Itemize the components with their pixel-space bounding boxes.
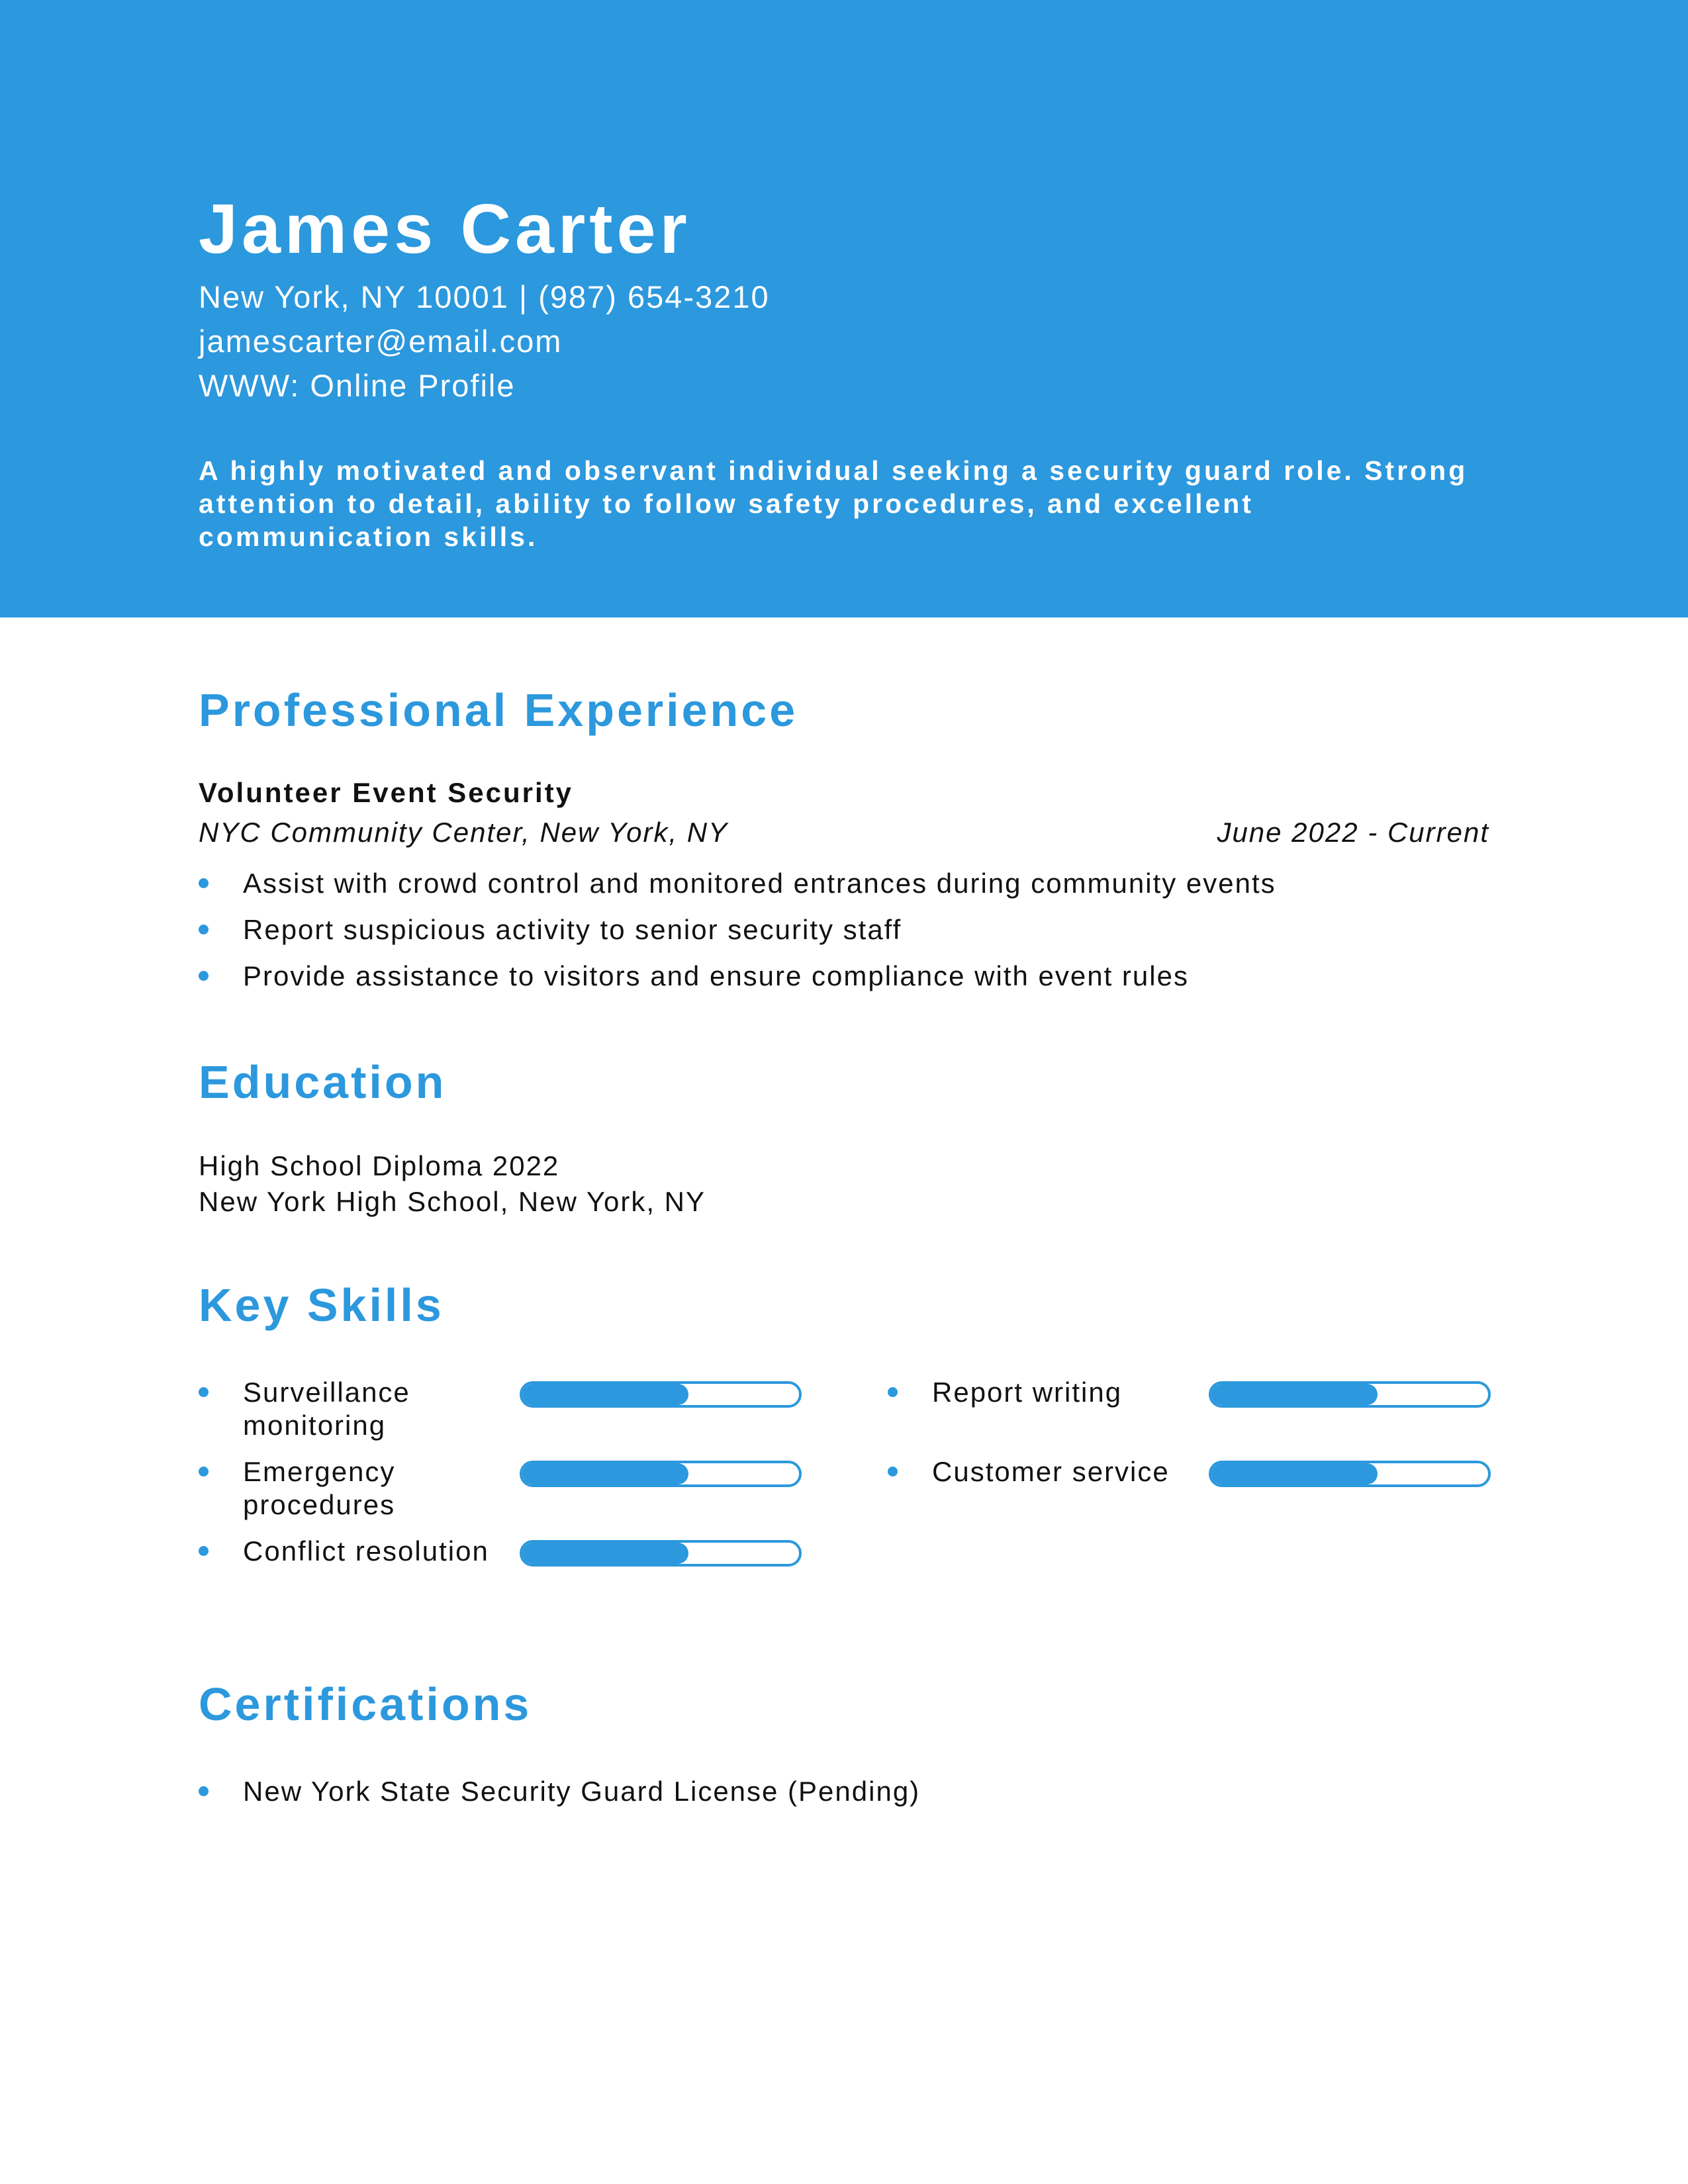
skill-level-fill	[1211, 1384, 1378, 1405]
bullet-icon	[199, 878, 209, 888]
job-dates: June 2022 - Current	[1217, 817, 1489, 848]
bullet-icon	[199, 1387, 209, 1397]
certification-text: New York State Security Guard License (Pending)	[243, 1776, 921, 1807]
skill-label: Conflict resolution	[243, 1535, 489, 1567]
website-link[interactable]: WWW: Online Profile	[199, 368, 516, 403]
skill-label: Customer service	[932, 1456, 1170, 1487]
skill-level-fill	[522, 1384, 688, 1405]
job-title: Volunteer Event Security	[199, 777, 574, 808]
candidate-name: James Carter	[199, 190, 691, 268]
section-title-certifications: Certifications	[199, 1678, 532, 1730]
location-phone: New York, NY 10001 | (987) 654-3210	[199, 279, 770, 314]
education-degree: High School Diploma 2022	[199, 1150, 560, 1181]
bullet-icon	[199, 971, 209, 981]
education-school: New York High School, New York, NY	[199, 1186, 706, 1217]
skill-level-fill	[522, 1543, 688, 1564]
skill-level-bar	[520, 1381, 802, 1408]
bullet-icon	[199, 925, 209, 934]
experience-bullet-text: Report suspicious activity to senior security staff	[243, 914, 902, 945]
summary: A highly motivated and observant individual seeking a security guard role. Strong attention to detail, ability to follow safety procedures, and excellent communication skills.	[199, 455, 1468, 552]
section-title-skills: Key Skills	[199, 1279, 444, 1331]
experience-bullet-text: Assist with crowd control and monitored entrances during community events	[243, 868, 1276, 899]
bullet-icon	[888, 1467, 898, 1477]
skill-level-bar	[1209, 1461, 1491, 1487]
bullet-icon	[199, 1786, 209, 1796]
bullet-icon	[199, 1546, 209, 1556]
header-banner	[0, 0, 1688, 617]
job-organization: NYC Community Center, New York, NY	[199, 817, 729, 848]
skill-label: Surveillance monitoring	[243, 1377, 410, 1441]
experience-bullet-text: Provide assistance to visitors and ensure compliance with event rules	[243, 960, 1189, 991]
skill-level-fill	[1211, 1463, 1378, 1484]
bullet-icon	[888, 1387, 898, 1397]
email-link[interactable]: jamescarter@email.com	[199, 324, 563, 359]
section-title-education: Education	[199, 1056, 447, 1108]
skill-level-bar	[1209, 1381, 1491, 1408]
skill-level-bar	[520, 1540, 802, 1567]
skill-level-bar	[520, 1461, 802, 1487]
bullet-icon	[199, 1467, 209, 1477]
section-title-experience: Professional Experience	[199, 684, 798, 736]
skill-label: Report writing	[932, 1377, 1123, 1408]
skill-level-fill	[522, 1463, 688, 1484]
skill-label: Emergency procedures	[243, 1456, 396, 1520]
